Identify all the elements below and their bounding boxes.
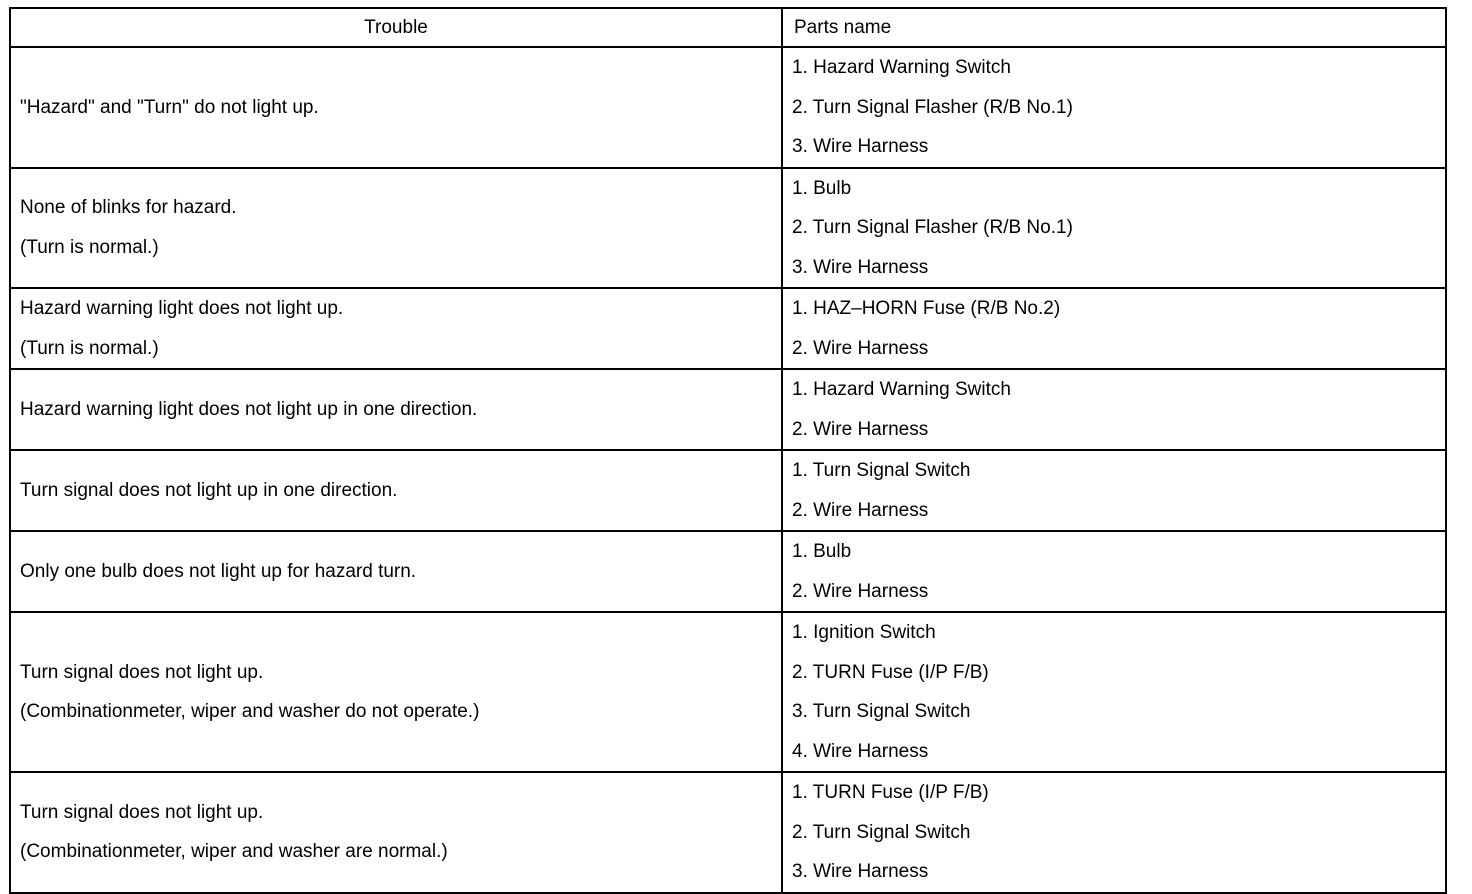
table-header-row bbox=[10, 8, 1446, 47]
parts-cell bbox=[782, 450, 1446, 531]
trouble-cell bbox=[10, 450, 782, 531]
part-item: 2. Wire Harness bbox=[792, 580, 929, 602]
trouble-line: Hazard warning light does not light up in one direction. bbox=[20, 398, 478, 420]
trouble-line: Turn signal does not light up. bbox=[20, 801, 264, 823]
parts-cell bbox=[782, 531, 1446, 612]
table-row bbox=[10, 168, 1446, 289]
parts-cell bbox=[782, 772, 1446, 893]
part-item: 2. Turn Signal Flasher (R/B No.1) bbox=[792, 217, 1073, 238]
part-item: 3. Wire Harness bbox=[792, 256, 929, 278]
part-item: 3. Wire Harness bbox=[792, 136, 929, 157]
table-row bbox=[10, 450, 1446, 531]
trouble-cell bbox=[10, 288, 782, 369]
part-item: 1. HAZ–HORN Fuse (R/B No.2) bbox=[792, 298, 1061, 319]
part-item: 1. Ignition Switch bbox=[792, 622, 936, 643]
troubleshooting-table bbox=[9, 7, 1447, 894]
part-item: 3. Turn Signal Switch bbox=[792, 701, 971, 722]
trouble-line: None of blinks for hazard. bbox=[20, 197, 237, 219]
parts-cell bbox=[782, 168, 1446, 289]
part-item: 2. Turn Signal Flasher (R/B No.1) bbox=[792, 96, 1073, 118]
trouble-line: (Combinationmeter, wiper and washer do not operate.) bbox=[20, 701, 480, 722]
parts-cell bbox=[782, 612, 1446, 772]
trouble-line: (Turn is normal.) bbox=[20, 236, 159, 258]
part-item: 2. TURN Fuse (I/P F/B) bbox=[792, 661, 989, 683]
trouble-line: Turn signal does not light up in one direction. bbox=[20, 479, 398, 501]
trouble-cell bbox=[10, 612, 782, 772]
troubleshooting-table-container bbox=[9, 7, 1445, 894]
trouble-line: (Turn is normal.) bbox=[20, 337, 159, 359]
header-parts-name: Parts name bbox=[782, 8, 1446, 47]
part-item: 2. Wire Harness bbox=[792, 418, 929, 440]
part-item: 2. Turn Signal Switch bbox=[792, 821, 971, 843]
part-item: 1. Bulb bbox=[792, 541, 852, 562]
part-item: 3. Wire Harness bbox=[792, 861, 929, 882]
table-row bbox=[10, 612, 1446, 772]
part-item: 1. TURN Fuse (I/P F/B) bbox=[792, 782, 989, 803]
part-item: 1. Hazard Warning Switch bbox=[792, 379, 1011, 400]
part-item: 2. Wire Harness bbox=[792, 499, 929, 521]
parts-cell bbox=[782, 369, 1446, 450]
trouble-line: Only one bulb does not light up for hazard turn. bbox=[20, 560, 417, 582]
part-item: 4. Wire Harness bbox=[792, 740, 929, 762]
table-body bbox=[10, 47, 1446, 893]
table-row bbox=[10, 772, 1446, 893]
parts-cell bbox=[782, 47, 1446, 168]
trouble-cell bbox=[10, 531, 782, 612]
table-row bbox=[10, 531, 1446, 612]
part-item: 2. Wire Harness bbox=[792, 337, 929, 359]
trouble-line: (Combinationmeter, wiper and washer are normal.) bbox=[20, 841, 448, 863]
trouble-cell bbox=[10, 47, 782, 168]
table-row bbox=[10, 47, 1446, 168]
table-row bbox=[10, 369, 1446, 450]
trouble-cell bbox=[10, 772, 782, 893]
table-row bbox=[10, 288, 1446, 369]
part-item: 1. Turn Signal Switch bbox=[792, 460, 971, 481]
trouble-cell bbox=[10, 369, 782, 450]
trouble-cell bbox=[10, 168, 782, 289]
trouble-line: Hazard warning light does not light up. bbox=[20, 298, 344, 319]
trouble-line: Turn signal does not light up. bbox=[20, 661, 264, 683]
part-item: 1. Hazard Warning Switch bbox=[792, 57, 1011, 78]
part-item: 1. Bulb bbox=[792, 177, 852, 199]
parts-cell bbox=[782, 288, 1446, 369]
header-trouble: Trouble bbox=[10, 8, 782, 47]
trouble-line: "Hazard" and "Turn" do not light up. bbox=[20, 96, 319, 118]
